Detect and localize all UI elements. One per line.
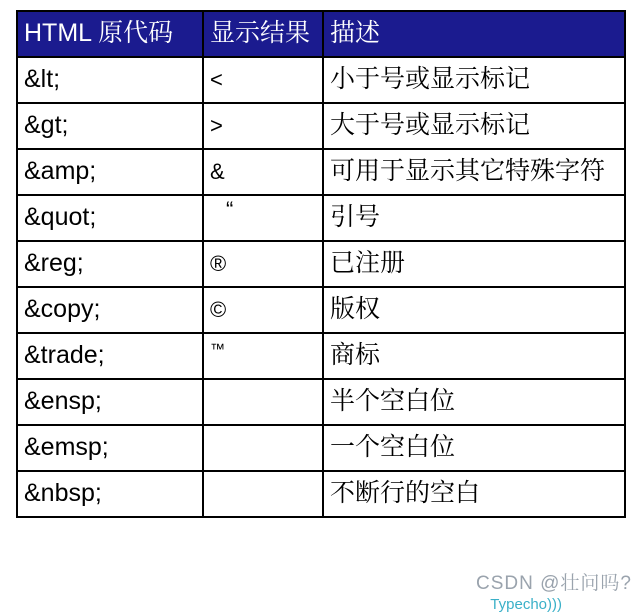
cell-result: ™: [203, 333, 323, 379]
cell-result: &: [203, 149, 323, 195]
entity-reference-table-container: [16, 10, 624, 518]
table-row: [17, 103, 625, 149]
column-header-code: HTML 原代码: [17, 11, 203, 57]
cell-description: 可用于显示其它特殊字符: [323, 149, 625, 195]
cell-code: &gt;: [17, 103, 203, 149]
cell-description: 小于号或显示标记: [323, 57, 625, 103]
cell-description: 引号: [323, 195, 625, 241]
table-row: [17, 471, 625, 517]
html-entity-table: [16, 10, 626, 518]
table-body: [17, 57, 625, 517]
cell-code: &reg;: [17, 241, 203, 287]
table-row: [17, 333, 625, 379]
table-row: [17, 287, 625, 333]
table-header: [17, 11, 625, 57]
cell-description: 一个空白位: [323, 425, 625, 471]
cell-description: 半个空白位: [323, 379, 625, 425]
cell-description: 版权: [323, 287, 625, 333]
table-row: [17, 241, 625, 287]
cell-result: “: [203, 195, 323, 241]
cell-code: &emsp;: [17, 425, 203, 471]
cell-description: 商标: [323, 333, 625, 379]
cell-result: [203, 379, 323, 425]
table-row: [17, 195, 625, 241]
cell-result: <: [203, 57, 323, 103]
cell-description: 不断行的空白: [323, 471, 625, 517]
cell-code: &lt;: [17, 57, 203, 103]
column-header-description: 描述: [323, 11, 625, 57]
watermark-text: CSDN @壮问吗?: [476, 573, 632, 594]
table-row: [17, 149, 625, 195]
cell-result: [203, 425, 323, 471]
cell-code: &trade;: [17, 333, 203, 379]
table-row: [17, 57, 625, 103]
column-header-result: 显示结果: [203, 11, 323, 57]
table-header-row: [17, 11, 625, 57]
table-row: [17, 425, 625, 471]
cell-description: 已注册: [323, 241, 625, 287]
cell-code: &amp;: [17, 149, 203, 195]
cell-description: 大于号或显示标记: [323, 103, 625, 149]
cell-code: &nbsp;: [17, 471, 203, 517]
table-row: [17, 379, 625, 425]
cell-code: &copy;: [17, 287, 203, 333]
watermark-sub-text: Typecho))): [490, 596, 562, 613]
cell-result: ©: [203, 287, 323, 333]
cell-result: >: [203, 103, 323, 149]
cell-code: &quot;: [17, 195, 203, 241]
cell-result: [203, 471, 323, 517]
cell-result: ®: [203, 241, 323, 287]
cell-code: &ensp;: [17, 379, 203, 425]
